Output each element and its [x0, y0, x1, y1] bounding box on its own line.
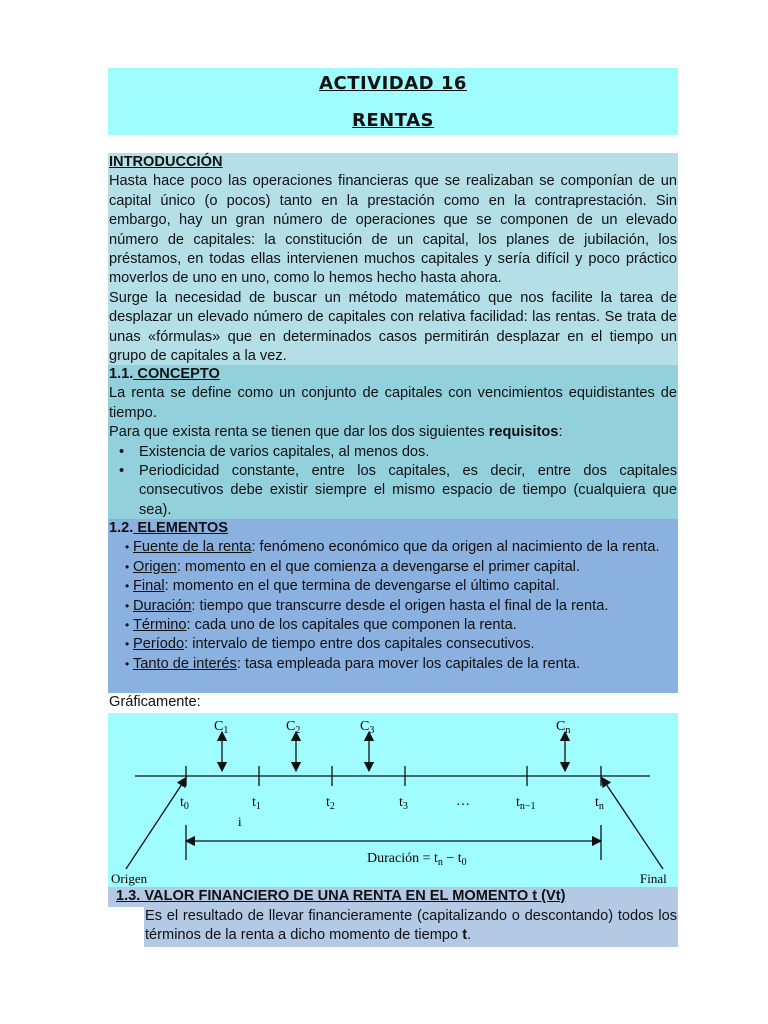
- dots-label: …: [456, 794, 470, 809]
- valor-body-end: .: [467, 927, 472, 944]
- concepto-p2-end: :: [558, 424, 563, 441]
- elementos-number: 1.2.: [109, 520, 134, 536]
- t3-label: $t_3$: [399, 795, 408, 812]
- intro-heading: INTRODUCCIÓN: [109, 154, 223, 170]
- element-term: Origen: [133, 558, 177, 575]
- list-item: • Periodicidad constante, entre los capitales, es decir, entre dos capitales consecutivos debe existir siempre el mismo espacio de tiempo (cualquiera que sea).: [109, 462, 677, 520]
- concepto-section: [108, 365, 678, 519]
- concepto-heading: [109, 365, 677, 384]
- origen-label: Origen: [111, 871, 148, 886]
- interest-rate-label: i: [238, 814, 242, 829]
- element-desc: : momento en el que comienza a devengarse el primer capital.: [176, 558, 580, 575]
- elementos-list: [109, 538, 677, 674]
- renta-timeline-diagram: [108, 713, 678, 887]
- concepto-title: CONCEPTO: [133, 366, 220, 382]
- list-item: [109, 538, 677, 557]
- element-desc: : momento en el que termina de devengarse el último capital.: [164, 578, 560, 595]
- elementos-section: [108, 519, 678, 693]
- tn1-label: $t_{n-1}$: [516, 795, 536, 812]
- c1-label: $C_1$: [214, 719, 229, 736]
- valor-heading: [108, 887, 678, 907]
- c3-label: $C_3$: [360, 719, 375, 736]
- intro-paragraph-1: Hasta hace poco las operaciones financieras que se realizaban se componían de un capital único (o pocos) tanto en la prestación como en la contraprestación. Sin embargo, hay un gran número de operaciones que se componen de un elevado número de capitales: la constitución de un capital, los planes de jubilación, los préstamos, en todas ellas intervienen muchos capitales y sería difícil y poco práctico moverlos de uno en uno, como lo hemos hecho hasta ahora.: [109, 173, 677, 287]
- element-desc: : cada uno de los capitales que componen la renta.: [186, 617, 517, 634]
- cn-label: $C_n$: [556, 719, 571, 736]
- timeline-svg: [108, 713, 678, 887]
- list-item: [109, 577, 677, 596]
- c2-label: $C_2$: [286, 719, 301, 736]
- concepto-number: 1.1.: [109, 366, 134, 382]
- element-term: Fuente de la renta: [133, 539, 252, 556]
- list-item: [109, 616, 677, 635]
- tn-label: $t_n$: [595, 795, 604, 812]
- requisitos-list: [109, 443, 677, 521]
- concepto-paragraph-2: [109, 423, 677, 442]
- valor-body-bold: t: [462, 927, 468, 944]
- list-item: [109, 655, 677, 674]
- list-item: [109, 597, 677, 616]
- elementos-title: ELEMENTOS: [133, 520, 228, 536]
- title-banner: [108, 68, 678, 135]
- list-item: [109, 635, 677, 654]
- element-term: Final: [133, 578, 165, 595]
- t0-label: $t_0$: [180, 795, 189, 812]
- element-desc: : fenómeno económico que da origen al nacimiento de la renta.: [251, 539, 660, 556]
- duration-label: Duración = $t_n - t_0$: [367, 851, 467, 868]
- t2-label: $t_2$: [326, 795, 335, 812]
- element-term: Duración: [133, 597, 192, 614]
- valor-body: [144, 907, 678, 947]
- graficamente-label: Gráficamente:: [109, 694, 201, 710]
- element-term: Período: [133, 636, 185, 653]
- valor-body-text: Es el resultado de llevar financieramente (capitalizando o descontando) todos los términos de la renta a dicho momento de tiempo: [145, 908, 677, 944]
- valor-heading-text: 1.3. VALOR FINANCIERO DE UNA RENTA EN EL MOMENTO t (Vt): [116, 888, 566, 904]
- final-pointer: [604, 781, 663, 869]
- list-item: [109, 558, 677, 577]
- element-desc: : intervalo de tiempo entre dos capitales consecutivos.: [184, 636, 535, 653]
- element-term: Tanto de interés: [133, 655, 237, 672]
- origen-pointer: [126, 781, 184, 869]
- list-item: • Existencia de varios capitales, al menos dos.: [109, 443, 677, 462]
- concepto-paragraph-1: La renta se define como un conjunto de capitales con vencimientos equidistantes de tiempo.: [109, 385, 677, 421]
- element-desc: : tasa empleada para mover los capitales de la renta.: [236, 655, 581, 672]
- elementos-heading: [109, 519, 677, 538]
- t1-label: $t_1$: [252, 795, 261, 812]
- element-term: Término: [133, 617, 187, 634]
- concepto-p2-bold: requisitos: [488, 424, 559, 441]
- element-desc: : tiempo que transcurre desde el origen hasta el final de la renta.: [191, 597, 609, 614]
- concepto-p2-text: Para que exista renta se tienen que dar los dos siguientes: [109, 424, 489, 441]
- final-label: Final: [640, 871, 667, 886]
- page-subtitle: RENTAS: [352, 110, 434, 131]
- page-title: ACTIVIDAD 16: [319, 73, 467, 94]
- intro-section: [108, 153, 678, 365]
- intro-paragraph-2: Surge la necesidad de buscar un método matemático que nos facilite la tarea de desplazar un elevado número de capitales con relativa facilidad: las rentas. Se trata de unas «fórmulas» que en determinados casos permitirán desplazar en el tiempo un grupo de capitales a la vez.: [109, 289, 677, 365]
